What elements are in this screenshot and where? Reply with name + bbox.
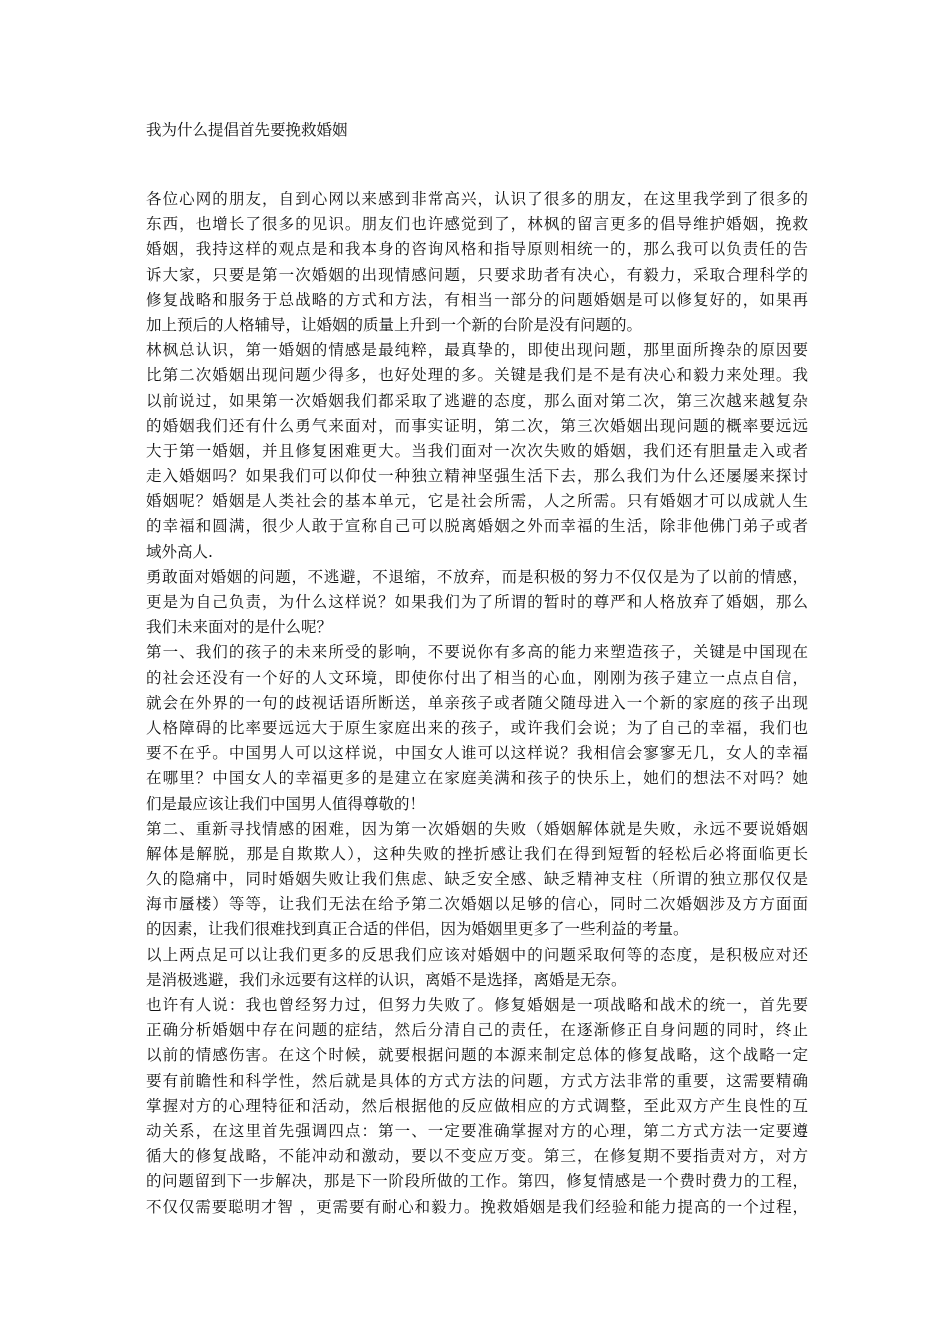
text-line: 正确分析婚姻中存在问题的症结，然后分清自己的责任，在逐渐修正自身问题的同时，终止: [146, 1021, 808, 1040]
text-line: 比第二次婚姻出现问题少得多，也好处理的多。关键是我们是不是有决心和毅力来处理。我: [146, 366, 808, 385]
text-line: 的婚姻我们还有什么勇气来面对，而事实证明，第二次，第三次婚姻出现问题的概率要远远: [146, 416, 808, 435]
text-line: 人格障碍的比率要远远大于原生家庭出来的孩子，或许我们会说；为了自己的幸福，我们也: [146, 718, 808, 737]
text-line: 们是最应该让我们中国男人值得尊敬的！: [146, 794, 426, 813]
text-line: 以前的情感伤害。在这个时候，就要根据问题的本源来制定总体的修复战略，这个战略一定: [146, 1046, 808, 1065]
text-line: 掌握对方的心理特征和活动，然后根据他的反应做相应的方式调整，至此双方产生良性的互: [146, 1096, 808, 1115]
text-line: 婚姻，我持这样的观点是和我本身的咨询风格和指导原则相统一的，那么我可以负责任的告: [146, 240, 808, 259]
text-line: 林枫总认识，第一婚姻的情感是最纯粹，最真挚的，即使出现问题，那里面所搀杂的原因要: [146, 341, 808, 360]
text-line: 以上两点足可以让我们更多的反思我们应该对婚姻中的问题采取何等的态度，是积极应对还: [146, 945, 808, 964]
text-line: 加上预后的人格辅导，让婚姻的质量上升到一个新的台阶是没有问题的。: [146, 315, 643, 334]
text-line: 不仅仅需要聪明才智 ，更需要有耐心和毅力。挽救婚姻是我们经验和能力提高的一个过程，: [146, 1197, 808, 1216]
text-line: 的因素，让我们很难找到真正合适的伴侣，因为婚姻里更多了一些利益的考量。: [146, 920, 689, 939]
text-line: 的幸福和圆满，很少人敢于宣称自己可以脱离婚姻之外而幸福的生活，除非他佛门弟子或者: [146, 517, 808, 536]
text-line: 修复战略和服务于总战略的方式和方法，有相当一部分的问题婚姻是可以修复好的，如果再: [146, 290, 808, 309]
text-line: 婚姻呢？婚姻是人类社会的基本单元，它是社会所需，人之所需。只有婚姻才可以成就人生: [146, 492, 808, 511]
text-line: 走入婚姻吗？如果我们可以仰仗一种独立精神坚强生活下去，那么我们为什么还屡屡来探讨: [146, 467, 808, 486]
text-line: 久的隐痛中，同时婚姻失败让我们焦虑、缺乏安全感、缺乏精神支柱（所谓的独立那仅仅是: [146, 870, 808, 889]
text-line: 解体是解脱，那是自欺欺人），这种失败的挫折感让我们在得到短暂的轻松后必将面临更长: [146, 844, 808, 863]
text-line: 域外高人.: [146, 542, 213, 561]
text-line: 第一、我们的孩子的未来所受的影响，不要说你有多高的能力来塑造孩子，关键是中国现在: [146, 643, 808, 662]
text-line: 我们未来面对的是什么呢？: [146, 618, 333, 637]
text-line: 东西，也增长了很多的见识。朋友们也许感觉到了，林枫的留言更多的倡导维护婚姻，挽救: [146, 215, 808, 234]
text-line: 的社会还没有一个好的人文环境，即使你付出了相当的心血，刚刚为孩子建立一点点自信，: [146, 668, 808, 687]
text-line: 第二、重新寻找情感的困难，因为第一次婚姻的失败（婚姻解体就是失败，永远不要说婚姻: [146, 819, 808, 838]
text-line: 大于第一婚姻，并且修复困难更大。当我们面对一次次失败的婚姻，我们还有胆量走入或者: [146, 441, 808, 460]
text-line: 循大的修复战略，不能冲动和激动，要以不变应万变。第三，在修复期不要指责对方，对方: [146, 1147, 808, 1166]
text-line: 海市蜃楼）等等，让我们无法在给予第二次婚姻以足够的信心，同时二次婚姻涉及方方面面: [146, 895, 808, 914]
text-line: 也许有人说：我也曾经努力过，但努力失败了。修复婚姻是一项战略和战术的统一，首先要: [146, 996, 808, 1014]
text-line: 是消极逃避，我们永远要有这样的认识，离婚不是选择，离婚是无奈。: [146, 970, 627, 989]
text-line: 诉大家，只要是第一次婚姻的出现情感问题，只要求助者有决心，有毅力，采取合理科学的: [146, 265, 808, 284]
text-line: 要不在乎。中国男人可以这样说，中国女人谁可以这样说？我相信会寥寥无几，女人的幸福: [146, 744, 808, 763]
text-line: 动关系，在这里首先强调四点：第一、一定要准确掌握对方的心理，第二方式方法一定要遵: [146, 1121, 808, 1140]
text-line: 更是为自己负责，为什么这样说？如果我们为了所谓的暂时的尊严和人格放弃了婚姻，那么: [146, 593, 808, 611]
text-line: 就会在外界的一句的歧视话语所断送，单亲孩子或者随父随母进入一个新的家庭的孩子出现: [146, 693, 808, 712]
text-line: 要有前瞻性和科学性，然后就是具体的方式方法的问题，方式方法非常的重要，这需要精确: [146, 1071, 808, 1090]
document-title: 我为什么提倡首先要挽救婚姻: [146, 121, 348, 139]
text-line: 以前说过，如果第一次婚姻我们都采取了逃避的态度，那么面对第二次，第三次越来越复杂: [146, 391, 808, 410]
text-line: 勇敢面对婚姻的问题，不逃避，不退缩，不放弃，而是积极的努力不仅仅是为了以前的情感，: [146, 567, 808, 586]
text-line: 各位心网的朋友，自到心网以来感到非常高兴，认识了很多的朋友，在这里我学到了很多的: [146, 190, 808, 208]
document-body: [146, 187, 808, 1220]
text-line: 的问题留到下一步解决，那是下一阶段所做的工作。第四，修复情感是一个费时费力的工程，: [146, 1172, 808, 1191]
text-line: 在哪里？中国女人的幸福更多的是建立在家庭美满和孩子的快乐上，她们的想法不对吗？她: [146, 769, 808, 788]
